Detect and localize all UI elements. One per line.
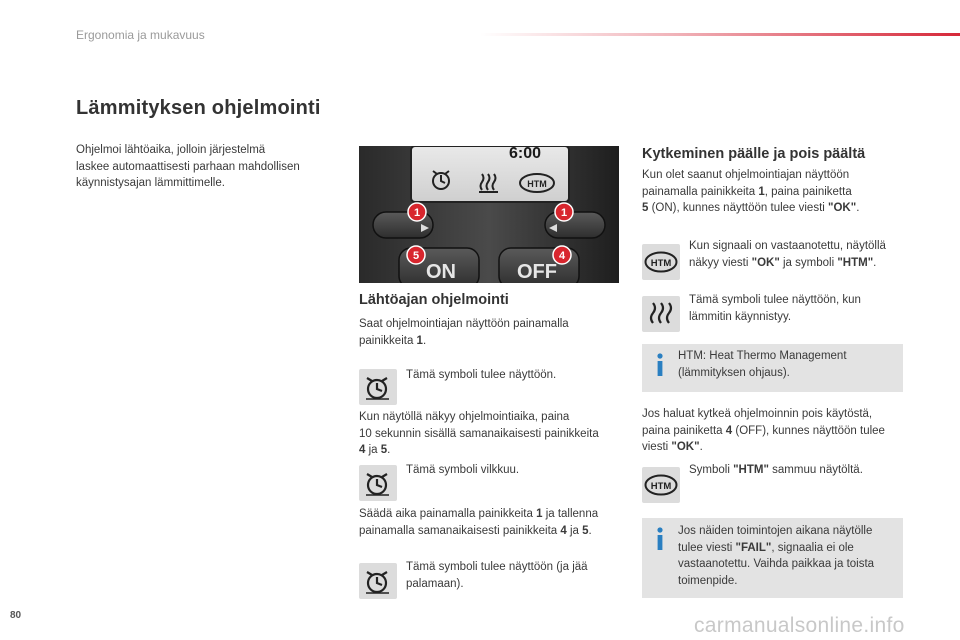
clock-heater-symbol-3 — [359, 563, 397, 599]
off-label: OFF — [517, 261, 557, 283]
symbol-appears-text: Tämä symboli tulee näyttöön. — [406, 369, 557, 381]
info-icon — [655, 353, 665, 377]
departure-text-2: Kun näytöllä näkyy ohjelmointiaika, paina 10 sekunnin sisällä samanaikaisesti painikkeita 4 ja 5. — [359, 411, 599, 456]
symbol-stays-text: Tämä symboli tulee näyttöön (ja jää palamaan). — [406, 561, 588, 590]
page-number: 80 — [10, 610, 22, 621]
info-box-fail: Jos näiden toimintojen aikana näytölle tulee viesti "FAIL", signaalia ei ole vastaanotettu. Vaihda paikkaa ja toista toimenpide. — [642, 518, 903, 598]
header-accent-line — [480, 33, 960, 36]
symbol-blinks-text: Tämä symboli vilkkuu. — [406, 464, 520, 476]
section-header: Ergonomia ja mukavuus — [76, 28, 205, 42]
on-label: ON — [426, 261, 456, 283]
switching-text-1: Kun olet saanut ohjelmointiajan näyttöön painamalla painikkeita 1, paina painiketta 5 (ON), kunnes näyttöön tulee viesti "OK". — [642, 169, 860, 214]
heater-starts-text: Tämä symboli tulee näyttöön, kun lämmitin käynnistyy. — [689, 294, 861, 323]
htm-icon — [644, 474, 678, 496]
page-title: Lämmityksen ohjelmointi — [76, 97, 321, 119]
clock-heater-icon — [363, 468, 393, 498]
clock-heater-symbol-2 — [359, 465, 397, 501]
htm-symbol-1 — [642, 244, 680, 280]
htm-symbol-2 — [642, 467, 680, 503]
intro-text: Ohjelmoi lähtöaika, jolloin järjestelmä laskee automaattisesti parhaan mahdollisen käynnistysajan lämmittimelle. — [76, 144, 300, 189]
marker-5 — [407, 246, 425, 264]
marker-1-left — [408, 203, 426, 221]
switching-heading: Kytkeminen päälle ja pois päältä — [642, 146, 866, 162]
departure-text-3: Säädä aika painamalla painikkeita 1 ja tallenna painamalla samanaikaisesti painikkeita 4 ja 5. — [359, 508, 599, 537]
svg-text:1: 1 — [560, 207, 568, 219]
svg-text:HTM: HTM — [527, 179, 547, 189]
clock-heater-icon — [363, 566, 393, 596]
info-icon — [655, 527, 665, 551]
svg-text:1: 1 — [413, 207, 421, 219]
watermark: carmanualsonline.info — [694, 614, 905, 637]
marker-4 — [553, 246, 571, 264]
svg-text:HTM: HTM — [650, 258, 672, 269]
marker-1-right — [555, 203, 573, 221]
heater-waves-icon — [647, 301, 675, 327]
heater-symbol — [642, 296, 680, 332]
clock-heater-symbol-1 — [359, 369, 397, 405]
right-button — [545, 212, 605, 238]
svg-text:4: 4 — [558, 250, 566, 262]
departure-heading: Lähtöajan ohjelmointi — [359, 292, 509, 308]
htm-received-text: Kun signaali on vastaanotettu, näytöllä näkyy viesti "OK" ja symboli "HTM". — [689, 240, 886, 269]
remote-control-photo — [359, 146, 619, 283]
switching-text-2: Jos haluat kytkeä ohjelmoinnin pois käytöstä, paina painiketta 4 (OFF), kunnes näyttöön tulee viesti "OK". — [642, 408, 885, 453]
svg-text:HTM: HTM — [650, 481, 672, 492]
clock-heater-icon — [363, 372, 393, 402]
svg-text:5: 5 — [412, 250, 420, 262]
display-time: 6:00 — [509, 146, 542, 162]
htm-icon — [644, 251, 678, 273]
htm-off-text: Symboli "HTM" sammuu näytöltä. — [689, 464, 863, 476]
departure-text-1: Saat ohjelmointiajan näyttöön painamalla painikkeita 1. — [359, 318, 569, 347]
info-box-htm: HTM: Heat Thermo Management (lämmityksen ohjaus). — [642, 344, 903, 392]
